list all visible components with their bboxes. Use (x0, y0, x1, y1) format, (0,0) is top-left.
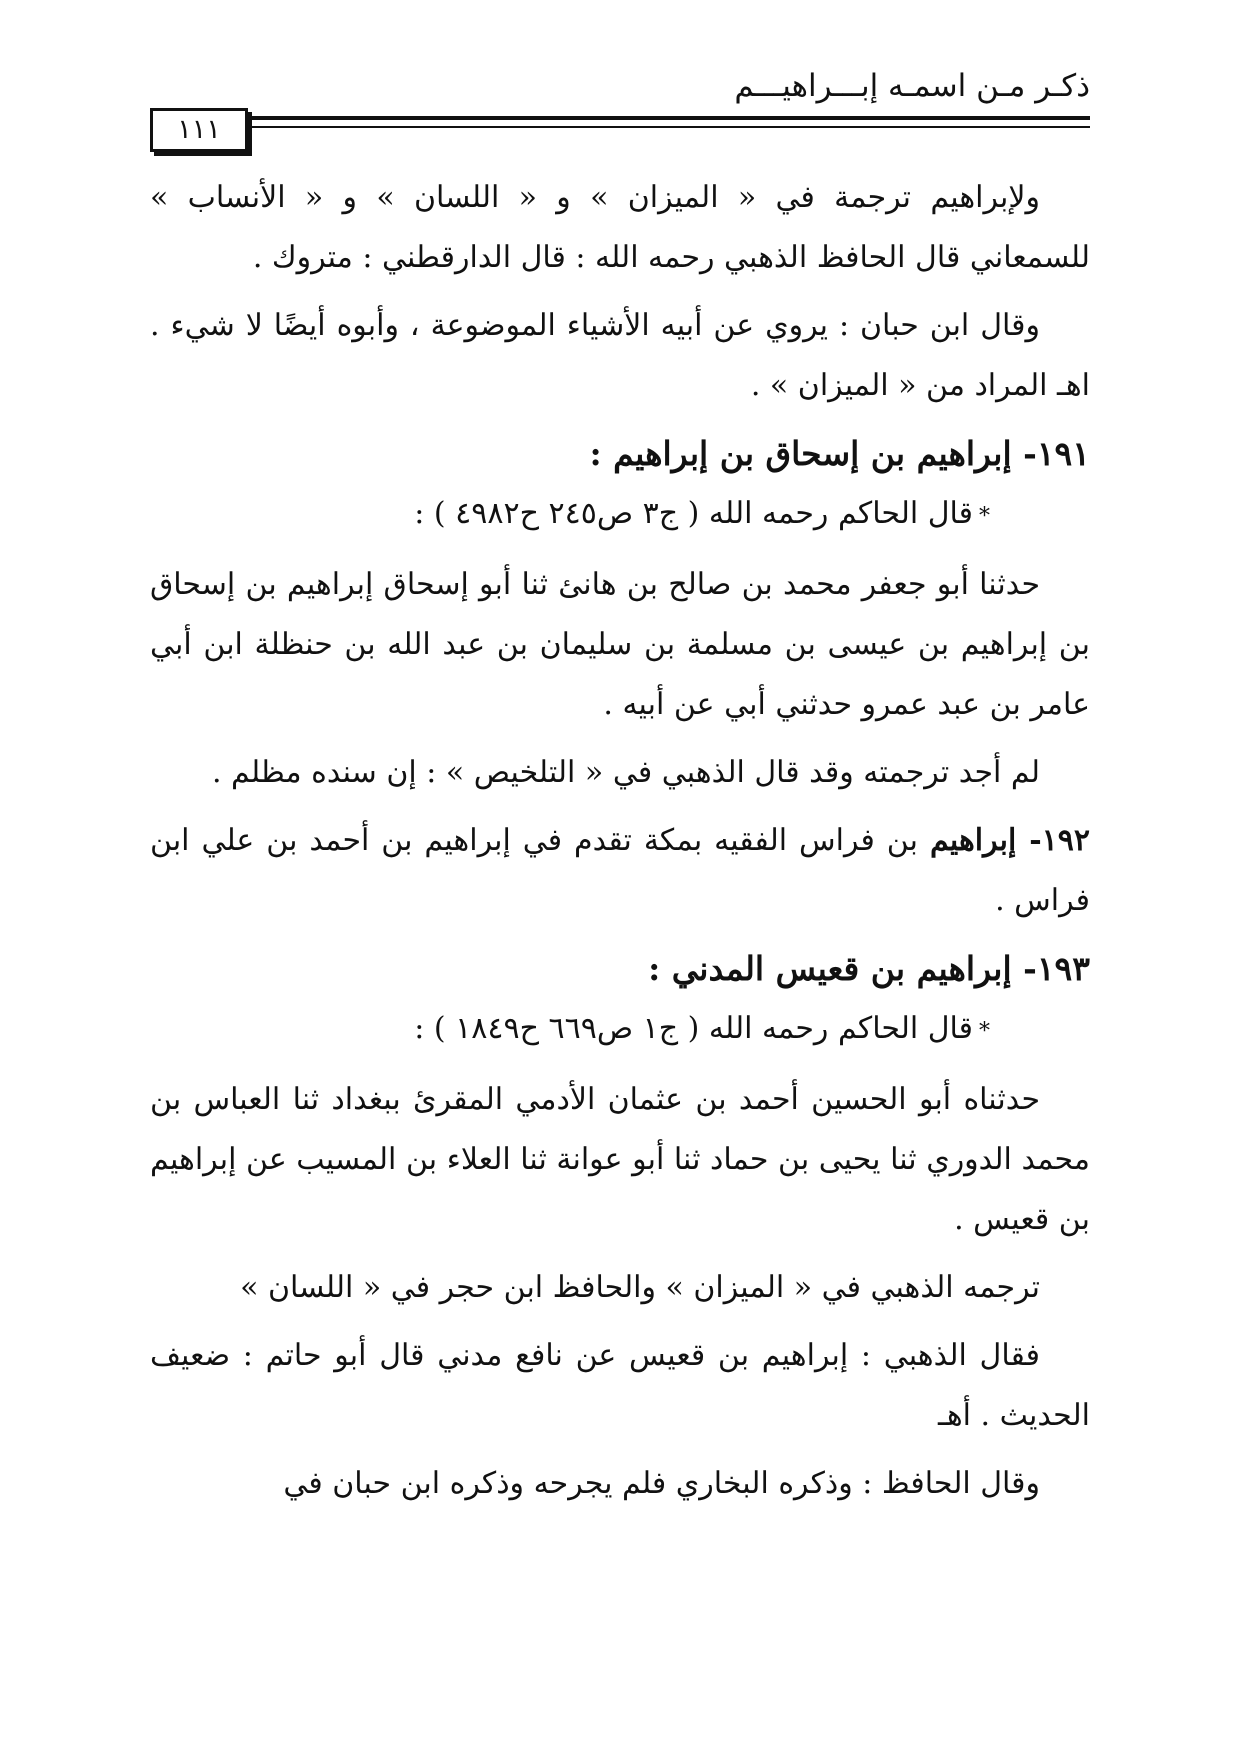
running-title: ذكـر مـن اسمـه إبـــراهيـــم (734, 68, 1090, 104)
entry-192 (150, 811, 1090, 931)
entry-193-title: ١٩٣- إبراهيم بن قعيس المدني : (648, 949, 1090, 988)
star-icon: * (979, 504, 990, 529)
entry-193-note-hafiz: وقال الحافظ : وذكره البخاري فلم يجرحه وذكره ابن حبان في (283, 1466, 1040, 1501)
page-body (150, 168, 1090, 1514)
entry-193-source (150, 999, 1090, 1062)
entry-193-isnad: حدثناه أبو الحسين أحمد بن عثمان الأدمي المقرئ ببغداد ثنا العباس بن محمد الدوري ثنا يحيى بن حماد ثنا أبو عوانة ثنا العلاء بن المسيب عن إبراهيم بن قعيس . (150, 1082, 1090, 1237)
entry-191-isnad: حدثنا أبو جعفر محمد بن صالح بن هانئ ثنا أبو إسحاق إبراهيم بن إسحاق بن إبراهيم بن عيسى بن مسلمة بن سليمان بن عبد الله بن حنظلة ابن أبي عامر بن عبد عمرو حدثني أبي عن أبيه . (150, 567, 1090, 722)
page-number-box: ١١١ (150, 108, 248, 152)
entry-193-note-translation: ترجمه الذهبي في « الميزان » والحافظ ابن حجر في « اللسان » (240, 1270, 1040, 1305)
book-page (150, 0, 1090, 1754)
paragraph-translation-refs: ولإبراهيم ترجمة في « الميزان » و « اللسان » و « الأنساب » للسمعاني قال الحافظ الذهبي رحمه الله : قال الدارقطني : متروك . (150, 180, 1090, 275)
entry-191-note: لم أجد ترجمته وقد قال الذهبي في « التلخيص » : إن سنده مظلم . (211, 755, 1040, 790)
entry-191-source (150, 484, 1090, 547)
entry-191-source-text: قال الحاكم رحمه الله ( ج٣ ص٢٤٥ ح٤٩٨٢ ) : (414, 496, 973, 531)
header-rule-thin (250, 126, 1090, 128)
header-rule (150, 108, 1090, 145)
entry-192-text: بن فراس الفقيه بمكة تقدم في إبراهيم بن أحمد بن علي ابن فراس . (150, 823, 1090, 918)
star-icon: * (979, 1019, 990, 1044)
header-rule-thick (250, 116, 1090, 120)
entry-193-source-text: قال الحاكم رحمه الله ( ج١ ص٦٦٩ ح١٨٤٩ ) : (414, 1011, 973, 1046)
entry-191-title: ١٩١- إبراهيم بن إسحاق بن إبراهيم : (589, 434, 1090, 473)
paragraph-ibn-hibban: وقال ابن حبان : يروي عن أبيه الأشياء الموضوعة ، وأبوه أيضًا لا شيء . اهـ المراد من « الميزان » . (150, 308, 1090, 403)
entry-193-note-dhahabi: فقال الذهبي : إبراهيم بن قعيس عن نافع مدني قال أبو حاتم : ضعيف الحديث . أهـ (150, 1338, 1090, 1433)
entry-192-number: ١٩٢- إبراهيم (929, 823, 1090, 858)
